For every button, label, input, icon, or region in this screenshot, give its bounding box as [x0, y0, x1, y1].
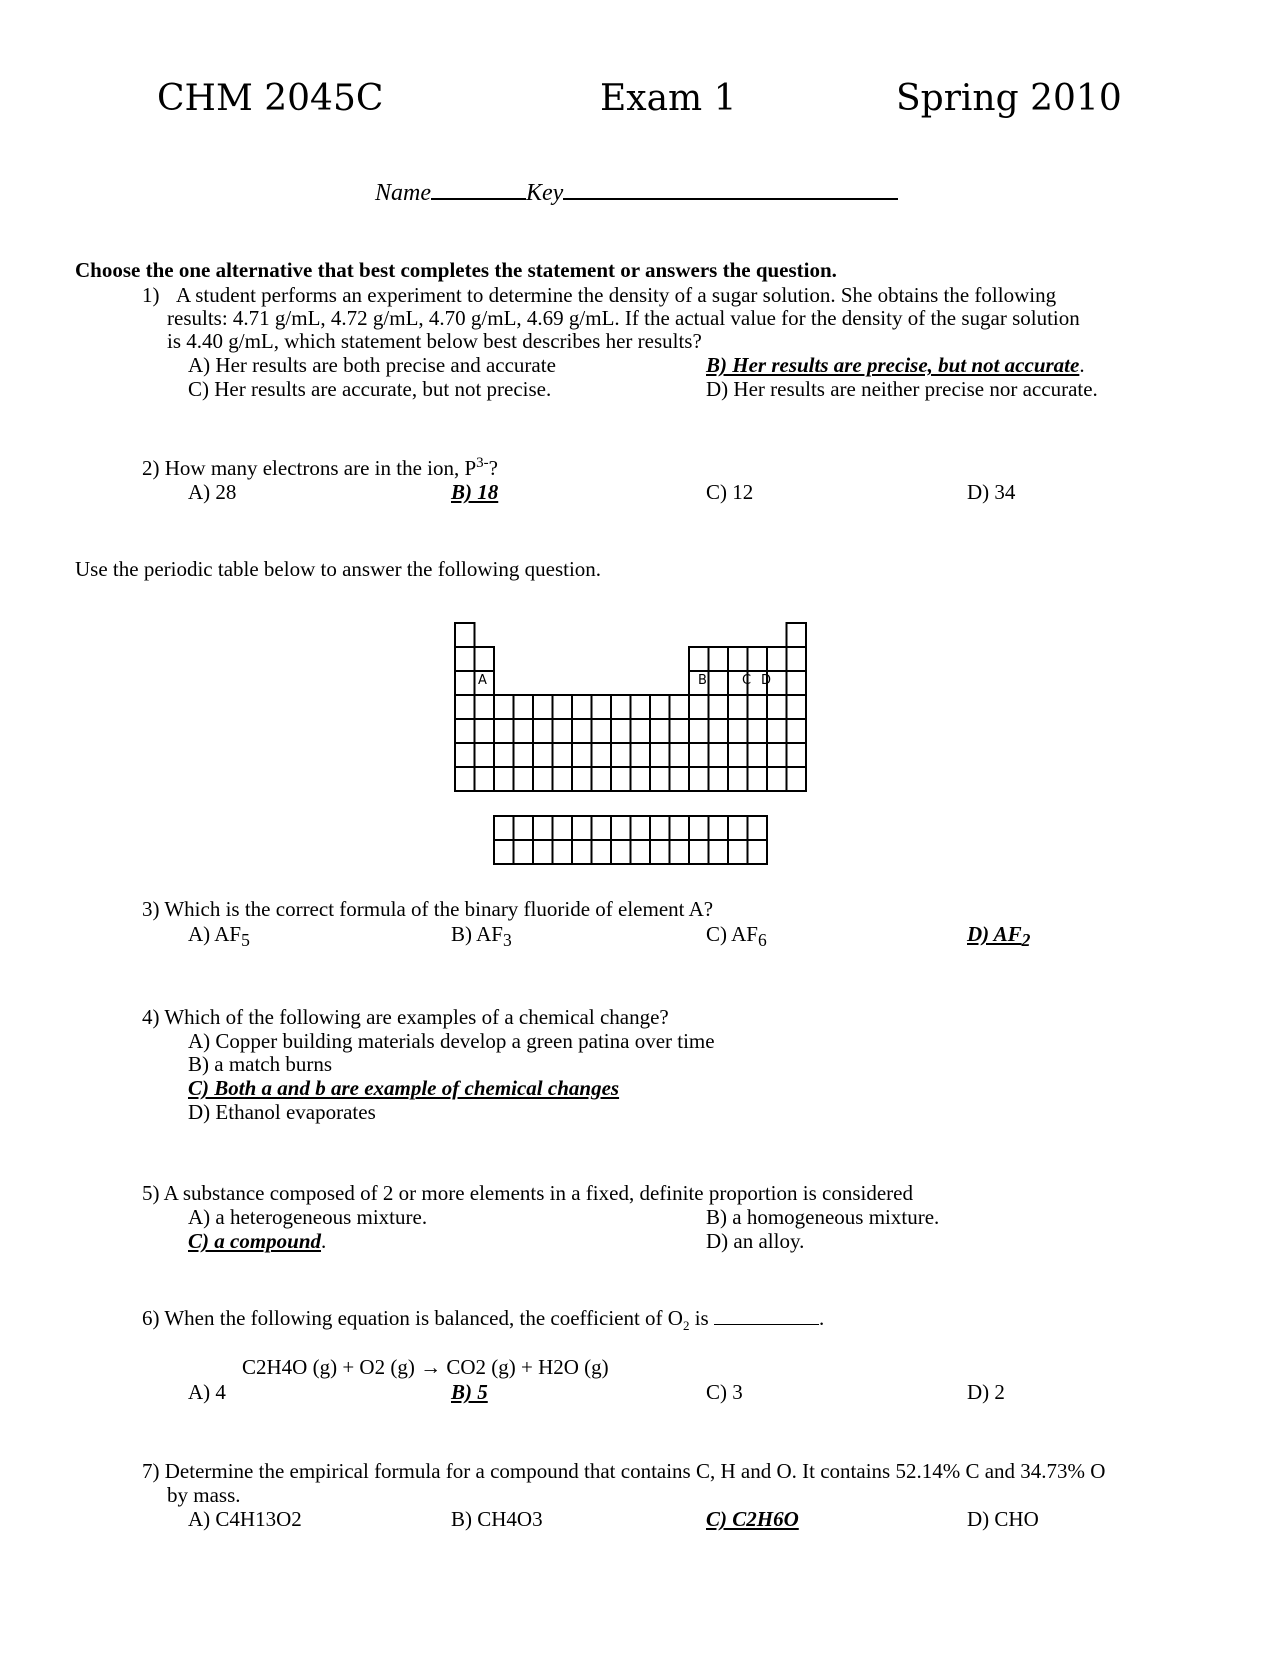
- periodic-cell: [631, 695, 651, 719]
- periodic-cell: [494, 743, 514, 767]
- q4-option-b: B) a match burns: [188, 1052, 333, 1076]
- periodic-cell: [748, 743, 768, 767]
- periodic-cell: [767, 695, 787, 719]
- q5-option-c: C) a compound.: [188, 1229, 327, 1253]
- periodic-cell: [455, 695, 475, 719]
- periodic-cell: [572, 767, 592, 791]
- q1-option-c: C) Her results are accurate, but not precise.: [188, 377, 552, 401]
- periodic-cell: [631, 840, 651, 864]
- periodic-cell: [787, 767, 807, 791]
- periodic-cell: [553, 743, 573, 767]
- periodic-cell: [748, 695, 768, 719]
- q5-option-a: A) a heterogeneous mixture.: [188, 1205, 428, 1229]
- periodic-cell: [670, 719, 690, 743]
- periodic-cell: [670, 695, 690, 719]
- q3-option-d: D) $AF_2$: [967, 922, 1031, 951]
- periodic-cell: [475, 767, 495, 791]
- periodic-cell: [533, 695, 553, 719]
- periodic-cell: [787, 671, 807, 695]
- periodic-cell: [611, 743, 631, 767]
- periodic-cell: [475, 647, 495, 671]
- course-code: CHM 2045C: [157, 78, 384, 119]
- periodic-cell: [767, 767, 787, 791]
- q2-option-a: A) 28: [188, 480, 237, 504]
- periodic-cell: [709, 695, 729, 719]
- q7-option-b: B) CH4O3: [451, 1507, 543, 1531]
- q3-option-c: C) $AF_6$: [706, 922, 767, 951]
- periodic-cell: [631, 719, 651, 743]
- table-intro: Use the periodic table below to answer the following question.: [75, 557, 602, 581]
- q1-line2: results: 4.71 g/mL, 4.72 g/mL, 4.70 g/mL, 4.69 g/mL. If the actual value for the density of the sugar solution: [167, 306, 1080, 330]
- q7-option-d: D) CHO: [967, 1507, 1039, 1531]
- q5-option-d: D) an alloy.: [706, 1229, 805, 1253]
- periodic-cell: [709, 840, 729, 864]
- periodic-cell: [514, 695, 534, 719]
- q5-option-b: B) a homogeneous mixture.: [706, 1205, 940, 1229]
- periodic-cell: [553, 816, 573, 840]
- periodic-cell: [494, 695, 514, 719]
- periodic-cell: [787, 743, 807, 767]
- periodic-cell: [455, 743, 475, 767]
- periodic-cell: [572, 816, 592, 840]
- q3-option-a: A) $AF_5$: [188, 922, 250, 951]
- q1-line3: is 4.40 g/mL, which statement below best describes her results?: [167, 329, 702, 353]
- periodic-cell: [650, 840, 670, 864]
- q6-option-b: B) 5: [451, 1380, 488, 1404]
- periodic-cell: [689, 816, 709, 840]
- periodic-cell: [533, 719, 553, 743]
- periodic-cell: [553, 695, 573, 719]
- periodic-cell: [670, 743, 690, 767]
- periodic-cell: [494, 816, 514, 840]
- q2-option-b: B) 18: [451, 480, 499, 504]
- q4-option-d: D) Ethanol evaporates: [188, 1100, 376, 1124]
- periodic-cell: [689, 647, 709, 671]
- periodic-cell: [709, 816, 729, 840]
- periodic-cell: [650, 719, 670, 743]
- q7-option-c: C) C2H6O: [706, 1507, 799, 1531]
- periodic-cell: [728, 840, 748, 864]
- periodic-cell: [572, 743, 592, 767]
- q1-option-a: A) Her results are both precise and accurate: [188, 353, 556, 377]
- periodic-cell: [514, 816, 534, 840]
- periodic-cell: [728, 695, 748, 719]
- periodic-cell: [650, 816, 670, 840]
- periodic-cell: [533, 816, 553, 840]
- periodic-cell: [553, 767, 573, 791]
- periodic-cell: [592, 816, 612, 840]
- periodic-cell: [728, 647, 748, 671]
- periodic-cell: [572, 695, 592, 719]
- q7-option-a: A) C4H13O2: [188, 1507, 302, 1531]
- q2-end: ?: [488, 456, 498, 480]
- periodic-cell: [748, 767, 768, 791]
- periodic-cell: [455, 623, 475, 647]
- name-value: Key: [526, 180, 564, 206]
- periodic-cell: [533, 767, 553, 791]
- q2-option-d: D) 34: [967, 480, 1016, 504]
- periodic-cell: [553, 719, 573, 743]
- q7-line2: by mass.: [167, 1483, 241, 1507]
- periodic-cell: [787, 719, 807, 743]
- element-d-label: D: [761, 673, 772, 688]
- periodic-cell: [494, 767, 514, 791]
- periodic-cell: [787, 623, 807, 647]
- periodic-cell: [689, 743, 709, 767]
- q5-text: 5) A substance composed of 2 or more elements in a fixed, definite proportion is considered: [142, 1181, 913, 1205]
- q1-number: 1): [142, 283, 160, 307]
- periodic-cell: [514, 840, 534, 864]
- instructions: Choose the one alternative that best completes the statement or answers the question.: [75, 258, 837, 282]
- q1-option-d: D) Her results are neither precise nor accurate.: [706, 377, 1098, 401]
- periodic-cell: [514, 719, 534, 743]
- periodic-cell: [455, 647, 475, 671]
- q3-text: 3) Which is the correct formula of the binary fluoride of element A?: [142, 897, 714, 921]
- element-b-label: B: [698, 673, 707, 688]
- periodic-cell: [572, 719, 592, 743]
- q6-equation: C2H4O (g) + O2 (g) → CO2 (g) + H2O (g): [242, 1355, 609, 1379]
- element-a-label: A: [478, 673, 487, 688]
- periodic-cell: [709, 743, 729, 767]
- periodic-cell: [748, 816, 768, 840]
- q1-option-b: B) Her results are precise, but not accurate.: [706, 353, 1085, 377]
- q6-option-c: C) 3: [706, 1380, 743, 1404]
- q2-charge: 3-: [476, 455, 489, 471]
- exam-title: Exam 1: [600, 78, 737, 119]
- q4-text: 4) Which of the following are examples of a chemical change?: [142, 1005, 669, 1029]
- periodic-cell: [455, 719, 475, 743]
- periodic-cell: [592, 767, 612, 791]
- periodic-cell: [514, 767, 534, 791]
- periodic-cell: [689, 840, 709, 864]
- q3-option-b: B) $AF_3$: [451, 922, 512, 951]
- q4-option-a: A) Copper building materials develop a green patina over time: [188, 1029, 715, 1053]
- periodic-cell: [709, 767, 729, 791]
- element-c-label: C: [742, 673, 752, 688]
- periodic-cell: [650, 743, 670, 767]
- exam-term: Spring 2010: [896, 78, 1122, 119]
- periodic-cell: [572, 840, 592, 864]
- periodic-cell: [631, 743, 651, 767]
- periodic-cell: [689, 695, 709, 719]
- periodic-cell: [767, 719, 787, 743]
- periodic-cell: [475, 719, 495, 743]
- periodic-cell: [592, 719, 612, 743]
- periodic-cell: [494, 840, 514, 864]
- periodic-cell: [650, 695, 670, 719]
- periodic-cell: [650, 767, 670, 791]
- periodic-cell: [748, 840, 768, 864]
- periodic-cell: [689, 767, 709, 791]
- periodic-table-cells: [455, 623, 806, 864]
- periodic-cell: [553, 840, 573, 864]
- q2-option-c: C) 12: [706, 480, 754, 504]
- name-line: [375, 176, 898, 207]
- periodic-cell: [592, 695, 612, 719]
- periodic-cell: [787, 695, 807, 719]
- periodic-cell: [728, 743, 748, 767]
- periodic-cell: [592, 840, 612, 864]
- periodic-cell: [728, 816, 748, 840]
- periodic-cell: [475, 743, 495, 767]
- q6-text: 6) When the following equation is balanced, the coefficient of $O_2$ is .: [142, 1306, 825, 1334]
- q4-option-c: C) Both a and b are example of chemical changes: [188, 1076, 620, 1100]
- periodic-cell: [709, 647, 729, 671]
- q6-option-d: D) 2: [967, 1380, 1005, 1404]
- periodic-cell: [455, 671, 475, 695]
- periodic-cell: [631, 816, 651, 840]
- periodic-cell: [748, 647, 768, 671]
- periodic-cell: [748, 719, 768, 743]
- periodic-cell: [611, 840, 631, 864]
- periodic-cell: [494, 719, 514, 743]
- periodic-cell: [592, 743, 612, 767]
- q6-option-a: A) 4: [188, 1380, 226, 1404]
- periodic-cell: [787, 647, 807, 671]
- periodic-cell: [631, 767, 651, 791]
- q7-line1: 7) Determine the empirical formula for a compound that contains C, H and O. It contains 52.14% C and 34.73% O: [142, 1459, 1106, 1483]
- periodic-cell: [728, 767, 748, 791]
- periodic-cell: [475, 695, 495, 719]
- periodic-cell: [767, 743, 787, 767]
- periodic-cell: [670, 840, 690, 864]
- periodic-cell: [611, 695, 631, 719]
- periodic-cell: [709, 719, 729, 743]
- periodic-cell: [728, 719, 748, 743]
- periodic-cell: [514, 743, 534, 767]
- periodic-cell: [767, 647, 787, 671]
- q2-text: [142, 455, 498, 481]
- periodic-table-diagram: [452, 620, 827, 870]
- periodic-cell: [689, 719, 709, 743]
- periodic-cell: [611, 719, 631, 743]
- periodic-cell: [533, 743, 553, 767]
- q1-answer: B) Her results are precise, but not accurate: [706, 353, 1080, 377]
- q1-line1: A student performs an experiment to determine the density of a sugar solution. She obtains the following: [176, 283, 1057, 307]
- periodic-cell: [611, 767, 631, 791]
- periodic-cell: [709, 671, 729, 695]
- periodic-cell: [533, 840, 553, 864]
- q2-stem: 2) How many electrons are in the ion, P: [142, 456, 477, 480]
- periodic-cell: [455, 767, 475, 791]
- periodic-cell: [670, 767, 690, 791]
- name-label: Name: [375, 180, 431, 206]
- periodic-cell: [670, 816, 690, 840]
- periodic-cell: [611, 816, 631, 840]
